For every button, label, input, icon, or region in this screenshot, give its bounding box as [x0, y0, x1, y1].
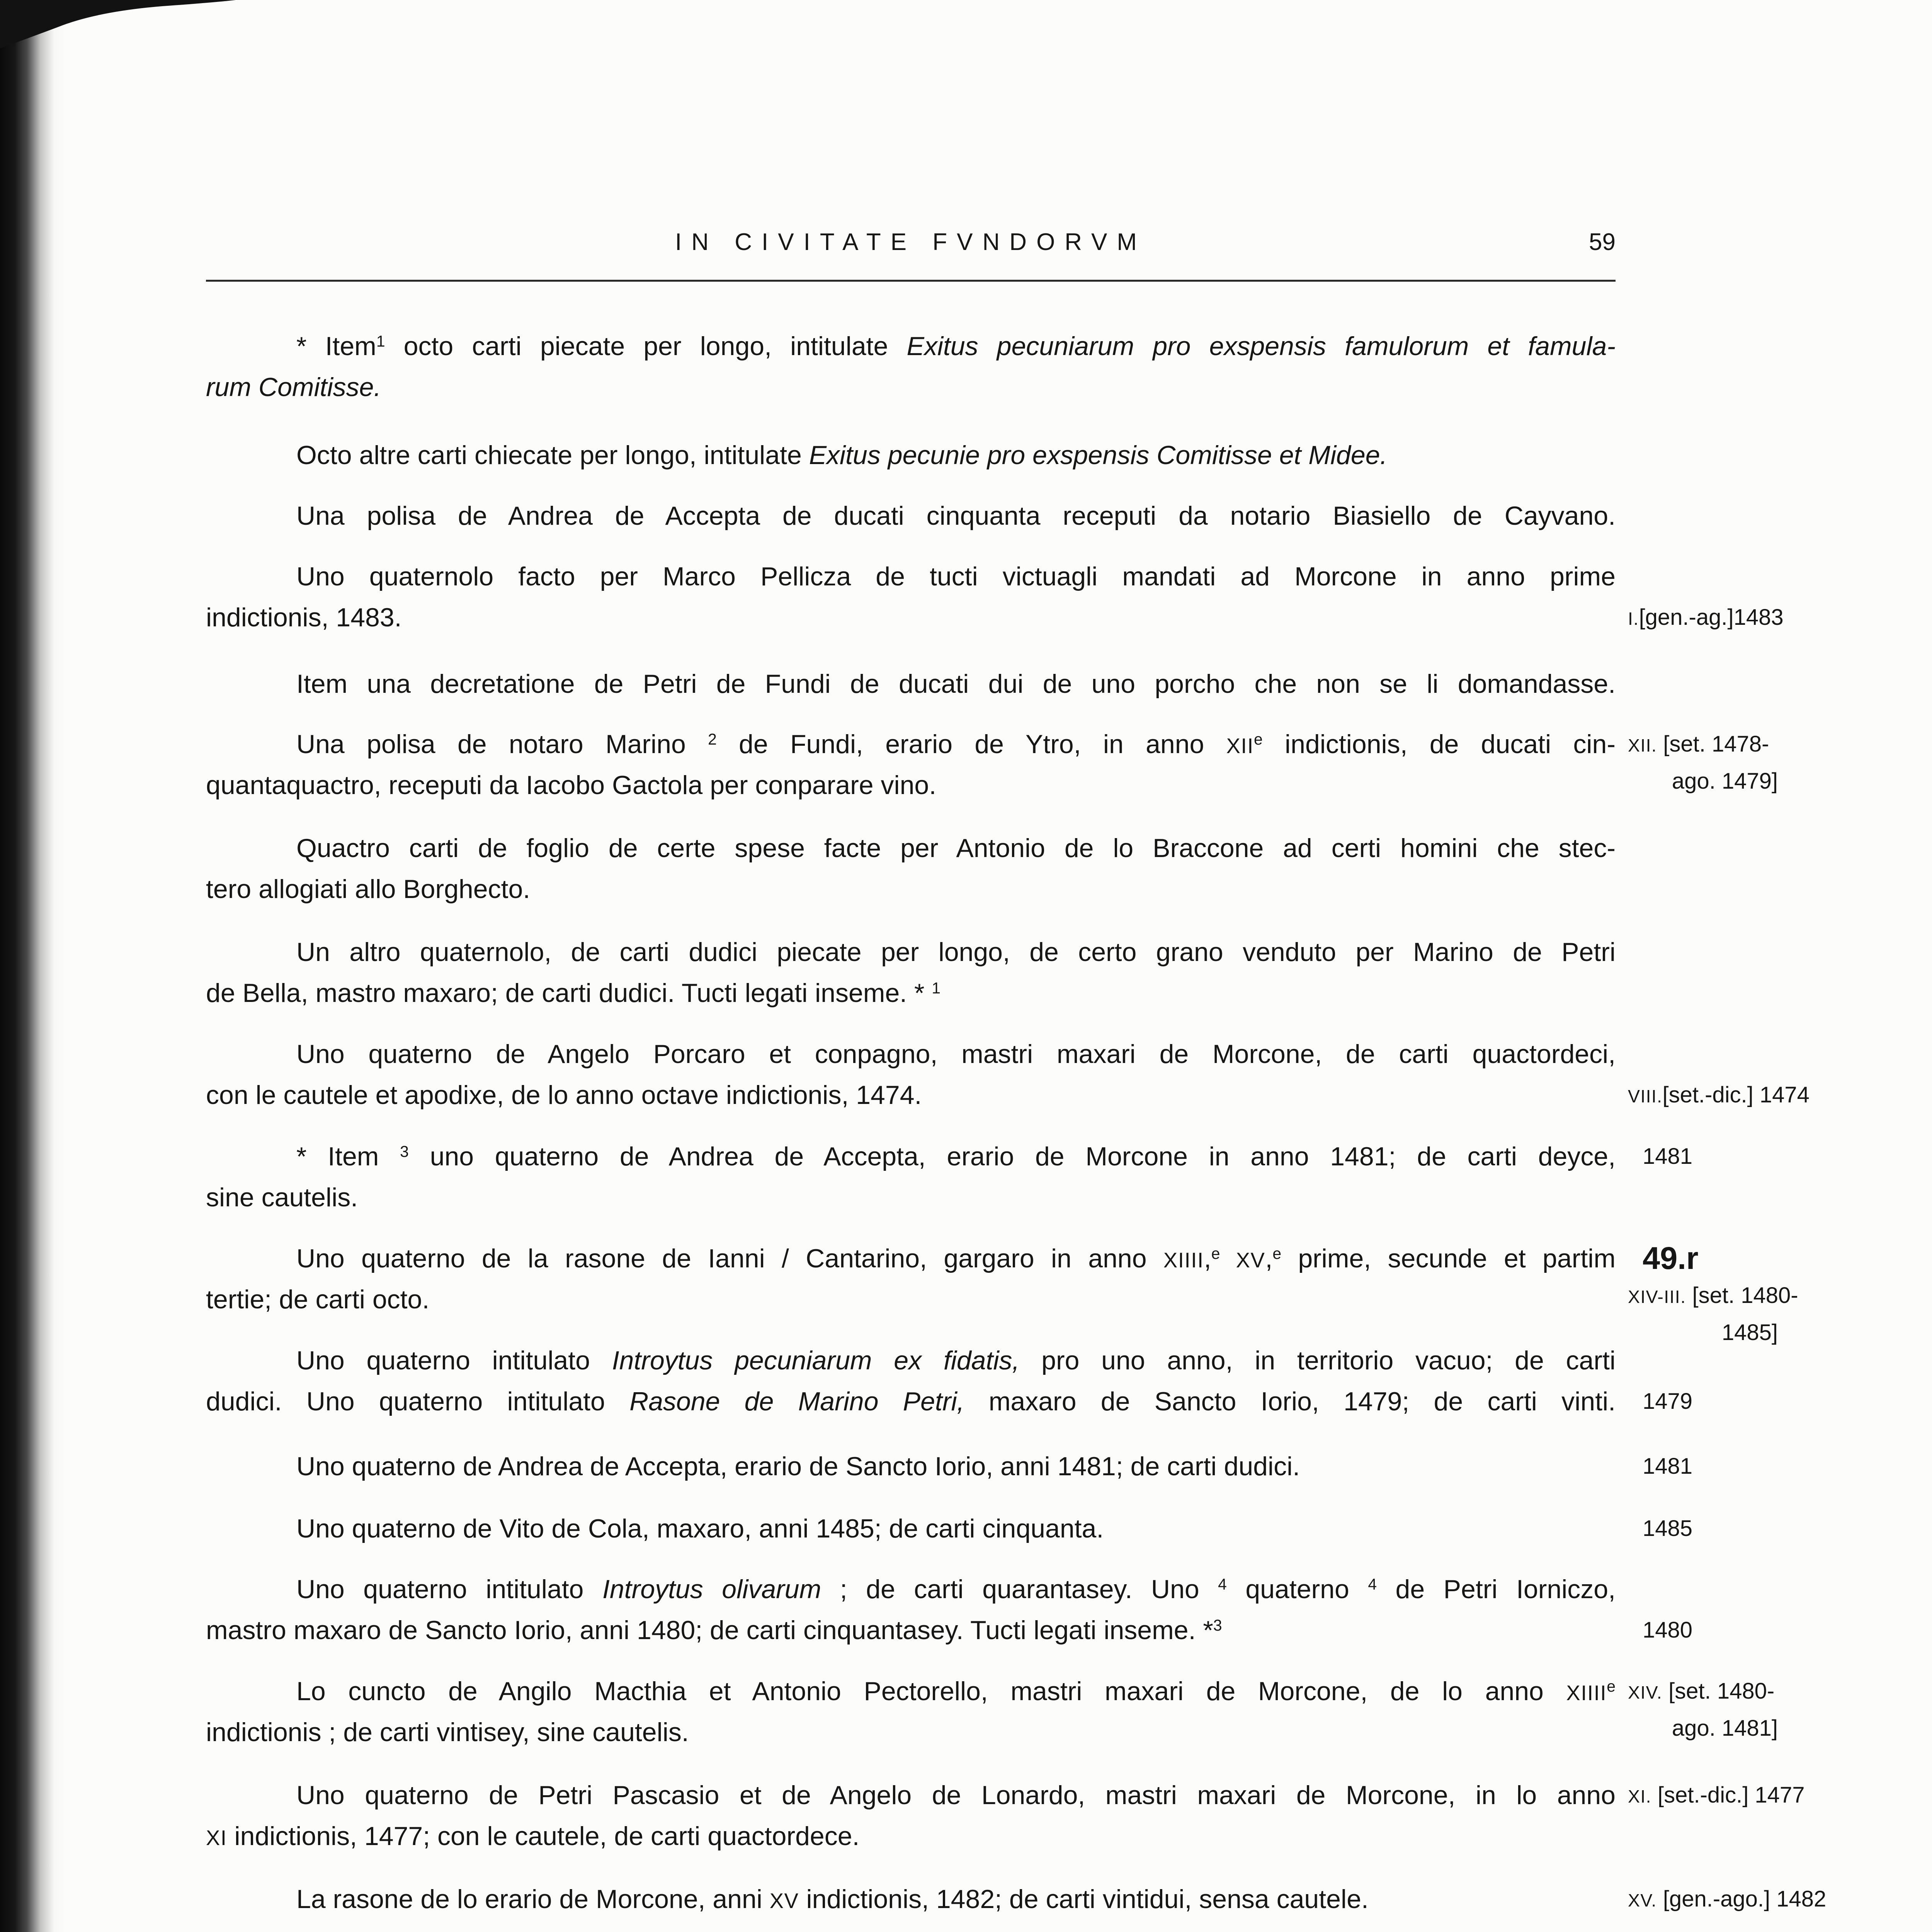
small-caps-numeral: XV	[769, 1889, 799, 1913]
text-run: de Bella, mastro maxaro; de carti dudici. Tucti legati inseme. *	[206, 978, 932, 1008]
text-run: tertie; de carti octo.	[206, 1285, 430, 1314]
entry-text-line	[206, 1446, 1616, 1487]
entry-text-line	[206, 932, 1616, 973]
text-run: 1479	[1643, 1389, 1693, 1414]
small-caps-numeral: XI.	[1628, 1786, 1651, 1806]
entry-text-line	[206, 1508, 1616, 1549]
text-run: Uno quaterno de la rasone de Ianni / Cantarino, gargaro in anno	[296, 1244, 1163, 1273]
text-run: Una polisa de Andrea de Accepta de ducati cinquanta receputi da notario Biasiello de Cayvano.	[296, 501, 1616, 531]
text-run: 1485	[1643, 1516, 1693, 1541]
text-run: con le cautele et apodixe, de lo anno octave indictionis, 1474.	[206, 1080, 922, 1110]
text-run: Item una decretatione de Petri de Fundi de ducati dui de uno porcho che non se li domandasse.	[296, 669, 1616, 699]
entry-text-line	[206, 495, 1616, 536]
entry-text-line	[206, 1340, 1616, 1381]
margin-date-note	[1628, 1277, 1798, 1314]
text-run: ago. 1481]	[1672, 1716, 1778, 1741]
entry-text-line	[206, 1775, 1616, 1816]
superscript-note-ref: 3	[1213, 1616, 1222, 1634]
running-title: IN CIVITATE FVNDORVM	[675, 229, 1146, 255]
small-caps-numeral: XV	[1220, 1248, 1265, 1272]
margin-date-note	[1628, 726, 1778, 763]
margin-date-note	[1628, 599, 1784, 636]
small-caps-numeral: XIIII	[1163, 1248, 1204, 1272]
text-run: Uno quaterno de Vito de Cola, maxaro, anni 1485; de carti cinquanta.	[296, 1514, 1104, 1543]
margin-date-note	[1628, 1777, 1805, 1814]
text-run: Uno quaterno intitulato	[296, 1346, 612, 1375]
header-rule	[206, 280, 1616, 282]
italic-text: Exitus pecuniarum pro exspensis famulorum et famula-	[906, 332, 1616, 361]
small-caps-numeral: VIII.	[1628, 1086, 1663, 1106]
text-run: [set. 1478-	[1657, 731, 1769, 757]
page-binding-shadow	[0, 0, 66, 1932]
entry-text-line	[206, 1136, 1616, 1177]
text-run: Uno quaterno intitulato	[296, 1575, 602, 1604]
margin-date-note	[1628, 1710, 1778, 1747]
margin-date-note	[1628, 1314, 1778, 1351]
text-run: [set. 1480-	[1686, 1283, 1798, 1308]
entry-text-line	[206, 663, 1616, 704]
text-run: Quactro carti de foglio de certe spese facte per Antonio de lo Braccone ad certi homini che stec-	[296, 833, 1616, 863]
text-run: de Fundi, erario de Ytro, in anno	[716, 730, 1226, 759]
text-run: * Item	[296, 332, 376, 361]
page-number: 59	[1589, 229, 1616, 255]
text-run: indictionis, 1483.	[206, 603, 402, 632]
entry-text-line	[206, 828, 1616, 869]
superscript-note-ref: 1	[932, 979, 941, 997]
text-run: uno quaterno de Andrea de Accepta, erario de Morcone in anno 1481; de carti deyce,	[408, 1142, 1616, 1171]
superscript-note-ref: 1	[376, 332, 385, 350]
small-caps-numeral: XII.	[1628, 735, 1657, 755]
text-run: 1480	[1643, 1617, 1693, 1643]
entry-text-line	[206, 765, 1616, 806]
superscript-note-ref: e	[1272, 1244, 1282, 1262]
text-run: indictionis, 1482; de carti vintidui, sensa cautele.	[799, 1884, 1369, 1914]
superscript-note-ref: e	[1211, 1244, 1220, 1262]
entry-text-line	[206, 1279, 1616, 1320]
entry-text-line	[206, 1816, 1616, 1857]
superscript-note-ref: e	[1607, 1677, 1616, 1695]
entry-text-line	[206, 367, 1616, 408]
italic-text: Introytus pecuniarum ex fidatis,	[612, 1346, 1020, 1375]
entry-text-line	[206, 1712, 1616, 1753]
italic-text: Rasone de Marino Petri,	[629, 1387, 964, 1416]
entry-text-line	[206, 1034, 1616, 1075]
text-run: [set. 1480-	[1662, 1679, 1775, 1704]
text-run: [gen.-ag.]1483	[1639, 605, 1784, 630]
text-run: octo carti piecate per longo, intitulate	[385, 332, 907, 361]
entry-text-line	[206, 597, 1616, 638]
entry-text-line	[206, 1610, 1616, 1651]
entry-text-line	[206, 1879, 1616, 1920]
text-run: Una polisa de notaro Marino	[296, 730, 708, 759]
text-run: Octo altre carti chiecate per longo, intitulate	[296, 440, 809, 470]
text-run: [set.-dic.] 1474	[1662, 1082, 1810, 1107]
folio-mark: 49.r	[1643, 1241, 1699, 1276]
text-run: indictionis, de ducati cin-	[1262, 730, 1616, 759]
text-run: maxaro de Sancto Iorio, 1479; de carti vinti.	[964, 1387, 1616, 1416]
entry-text-line	[206, 326, 1616, 367]
margin-date-note	[1628, 763, 1778, 800]
entry-text-line	[206, 973, 1616, 1014]
small-caps-numeral: XV.	[1628, 1890, 1657, 1910]
entry-text-line	[206, 1671, 1616, 1712]
margin-date-note	[1628, 1612, 1778, 1649]
small-caps-numeral: XIV-III.	[1628, 1287, 1686, 1307]
text-run: Uno quaterno de Andrea de Accepta, erario de Sancto Iorio, anni 1481; de carti dudici.	[296, 1452, 1300, 1481]
entry-text-line	[206, 1569, 1616, 1610]
page-corner-curl-shadow	[0, 0, 240, 50]
superscript-note-ref: 4	[1218, 1575, 1227, 1593]
text-run: indictionis, 1477; con le cautele, de carti quactordece.	[227, 1821, 860, 1851]
entry-text-line	[206, 1177, 1616, 1218]
text-run: sine cautelis.	[206, 1183, 358, 1212]
margin-date-note	[1628, 1881, 1827, 1918]
entry-text-line	[206, 869, 1616, 910]
small-caps-numeral: XIV.	[1628, 1682, 1662, 1702]
text-run: indictionis ; de carti vintisey, sine cautelis.	[206, 1718, 689, 1747]
superscript-note-ref: 4	[1368, 1575, 1377, 1593]
text-run: de Petri Iorniczo,	[1377, 1575, 1616, 1604]
margin-date-note	[1628, 1673, 1778, 1710]
small-caps-numeral: XII	[1226, 734, 1254, 758]
small-caps-numeral: XIIII	[1566, 1681, 1607, 1705]
text-run: ; de carti quarantasey. Uno	[821, 1575, 1218, 1604]
margin-date-note	[1628, 1510, 1778, 1547]
small-caps-numeral: XI	[206, 1826, 227, 1850]
text-run: [set.-dic.] 1477	[1651, 1782, 1805, 1808]
text-run: pro uno anno, in territorio vacuo; de carti	[1019, 1346, 1616, 1375]
text-run: ago. 1479]	[1672, 769, 1778, 794]
text-run: mastro maxaro de Sancto Iorio, anni 1480; de carti cinquantasey. Tucti legati inseme. *	[206, 1616, 1213, 1645]
text-run: 1481	[1643, 1144, 1693, 1169]
text-run: tero allogiati allo Borghecto.	[206, 874, 531, 904]
italic-text: rum Comitisse.	[206, 372, 381, 402]
italic-text: Exitus pecunie pro exspensis Comitisse et Midee.	[809, 440, 1388, 470]
text-run: dudici. Uno quaterno intitulato	[206, 1387, 630, 1416]
margin-date-note	[1628, 1138, 1778, 1175]
text-run: Un altro quaternolo, de carti dudici piecate per longo, de certo grano venduto per Marino de Petri	[296, 937, 1616, 967]
small-caps-numeral: I.	[1628, 609, 1639, 629]
margin-date-note	[1628, 1383, 1778, 1420]
entry-text-line	[206, 1381, 1616, 1422]
text-run: prime, secunde et partim	[1281, 1244, 1616, 1273]
margin-date-note	[1628, 1240, 1778, 1277]
text-run: Uno quaternolo facto per Marco Pellicza de tucti victuagli mandati ad Morcone in anno prime	[296, 562, 1616, 591]
text-run: ,	[1265, 1244, 1273, 1273]
text-run: Uno quaterno de Petri Pascasio et de Angelo de Lonardo, mastri maxari de Morcone, in lo anno	[296, 1781, 1616, 1810]
text-run: 1481	[1643, 1454, 1693, 1479]
entry-text-line	[206, 1238, 1616, 1279]
entry-text-line	[206, 1075, 1616, 1116]
text-run: 1485]	[1721, 1320, 1778, 1345]
text-run: [gen.-ago.] 1482	[1656, 1886, 1827, 1912]
margin-date-note	[1628, 1077, 1810, 1114]
superscript-note-ref: e	[1254, 730, 1263, 748]
text-run: quaterno	[1226, 1575, 1368, 1604]
entry-text-line	[206, 556, 1616, 597]
italic-text: Introytus olivarum	[602, 1575, 821, 1604]
text-run: Lo cuncto de Angilo Macthia et Antonio Pectorello, mastri maxari de Morcone, de lo anno	[296, 1677, 1566, 1706]
margin-date-note	[1628, 1448, 1778, 1485]
entry-text-line	[206, 435, 1616, 476]
text-run: ,	[1204, 1244, 1211, 1273]
text-run: * Item	[296, 1142, 400, 1171]
text-run: Uno quaterno de Angelo Porcaro et conpagno, mastri maxari de Morcone, de carti quactordeci,	[296, 1039, 1616, 1069]
text-run: quantaquactro, receputi da Iacobo Gactola per conparare vino.	[206, 770, 937, 800]
superscript-note-ref: 2	[708, 730, 717, 748]
entry-text-line	[206, 724, 1616, 765]
superscript-note-ref: 3	[400, 1142, 409, 1160]
text-run: La rasone de lo erario de Morcone, anni	[296, 1884, 770, 1914]
